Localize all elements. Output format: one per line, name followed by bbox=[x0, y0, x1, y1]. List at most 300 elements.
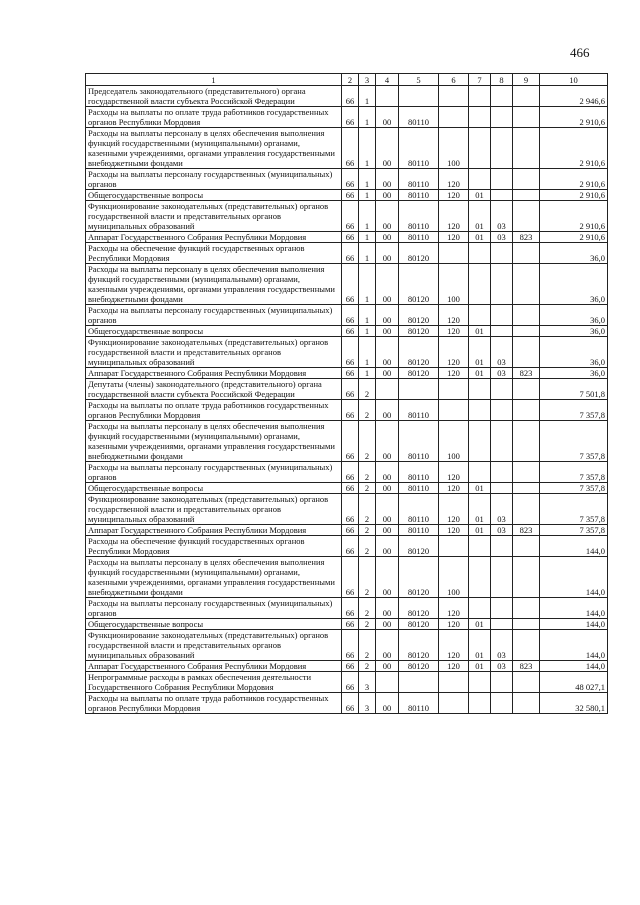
row-name-cell: Расходы на выплаты по оплате труда работников государственных органов Республики Мордовия bbox=[86, 107, 342, 128]
chapter-code-cell: 66 bbox=[342, 598, 359, 619]
subdivision-cell bbox=[491, 400, 513, 421]
amount-cell: 7 357,8 bbox=[540, 525, 608, 536]
subdivision-cell: 03 bbox=[491, 201, 513, 232]
amount-cell: 48 027,1 bbox=[540, 672, 608, 693]
chapter-code-cell: 66 bbox=[342, 630, 359, 661]
table-row bbox=[86, 536, 608, 557]
column-header: 5 bbox=[399, 74, 439, 86]
expense-type-cell: 120 bbox=[439, 661, 469, 672]
ministry-code-cell bbox=[513, 619, 540, 630]
subsection-code-cell: 00 bbox=[376, 326, 399, 337]
section-code-cell: 1 bbox=[359, 368, 376, 379]
expense-type-cell: 100 bbox=[439, 557, 469, 598]
subdivision-cell bbox=[491, 169, 513, 190]
section-code-cell: 2 bbox=[359, 421, 376, 462]
division-cell bbox=[469, 462, 491, 483]
ministry-code-cell bbox=[513, 598, 540, 619]
section-code-cell: 2 bbox=[359, 494, 376, 525]
ministry-code-cell: 823 bbox=[513, 661, 540, 672]
amount-cell: 7 357,8 bbox=[540, 494, 608, 525]
row-name-cell: Расходы на обеспечение функций государственных органов Республики Мордовия bbox=[86, 243, 342, 264]
amount-cell: 36,0 bbox=[540, 337, 608, 368]
subsection-code-cell: 00 bbox=[376, 693, 399, 714]
division-cell: 01 bbox=[469, 494, 491, 525]
amount-cell: 2 910,6 bbox=[540, 190, 608, 201]
chapter-code-cell: 66 bbox=[342, 525, 359, 536]
subsection-code-cell: 00 bbox=[376, 107, 399, 128]
chapter-code-cell: 66 bbox=[342, 368, 359, 379]
division-cell: 01 bbox=[469, 368, 491, 379]
division-cell bbox=[469, 672, 491, 693]
ministry-code-cell bbox=[513, 536, 540, 557]
column-header: 2 bbox=[342, 74, 359, 86]
section-code-cell: 1 bbox=[359, 190, 376, 201]
row-name-cell: Расходы на выплаты персоналу государственных (муниципальных) органов bbox=[86, 598, 342, 619]
chapter-code-cell: 66 bbox=[342, 169, 359, 190]
header-row bbox=[86, 74, 608, 86]
division-cell bbox=[469, 107, 491, 128]
expense-type-cell: 120 bbox=[439, 483, 469, 494]
chapter-code-cell: 66 bbox=[342, 536, 359, 557]
expense-type-cell: 120 bbox=[439, 598, 469, 619]
section-code-cell: 2 bbox=[359, 462, 376, 483]
section-code-cell: 2 bbox=[359, 619, 376, 630]
section-code-cell: 2 bbox=[359, 379, 376, 400]
chapter-code-cell: 66 bbox=[342, 86, 359, 107]
section-code-cell: 1 bbox=[359, 243, 376, 264]
subdivision-cell bbox=[491, 672, 513, 693]
subdivision-cell bbox=[491, 305, 513, 326]
article-code-cell: 80120 bbox=[399, 630, 439, 661]
row-name-cell: Общегосударственные вопросы bbox=[86, 326, 342, 337]
article-code-cell bbox=[399, 379, 439, 400]
expense-type-cell: 120 bbox=[439, 337, 469, 368]
row-name-cell: Расходы на выплаты персоналу государственных (муниципальных) органов bbox=[86, 169, 342, 190]
article-code-cell: 80110 bbox=[399, 462, 439, 483]
ministry-code-cell bbox=[513, 305, 540, 326]
article-code-cell: 80110 bbox=[399, 107, 439, 128]
expense-type-cell: 120 bbox=[439, 232, 469, 243]
column-header: 9 bbox=[513, 74, 540, 86]
subdivision-cell bbox=[491, 619, 513, 630]
ministry-code-cell bbox=[513, 462, 540, 483]
section-code-cell: 1 bbox=[359, 232, 376, 243]
chapter-code-cell: 66 bbox=[342, 494, 359, 525]
article-code-cell: 80110 bbox=[399, 201, 439, 232]
expense-type-cell: 120 bbox=[439, 368, 469, 379]
subsection-code-cell: 00 bbox=[376, 305, 399, 326]
article-code-cell: 80120 bbox=[399, 368, 439, 379]
ministry-code-cell bbox=[513, 494, 540, 525]
expense-type-cell bbox=[439, 400, 469, 421]
subdivision-cell: 03 bbox=[491, 232, 513, 243]
subsection-code-cell: 00 bbox=[376, 337, 399, 368]
table-row bbox=[86, 368, 608, 379]
ministry-code-cell bbox=[513, 400, 540, 421]
subsection-code-cell bbox=[376, 86, 399, 107]
amount-cell: 36,0 bbox=[540, 326, 608, 337]
ministry-code-cell bbox=[513, 693, 540, 714]
amount-cell: 7 357,8 bbox=[540, 483, 608, 494]
section-code-cell: 1 bbox=[359, 264, 376, 305]
expense-type-cell: 120 bbox=[439, 169, 469, 190]
subsection-code-cell: 00 bbox=[376, 483, 399, 494]
article-code-cell: 80110 bbox=[399, 494, 439, 525]
table-row bbox=[86, 326, 608, 337]
division-cell bbox=[469, 421, 491, 462]
division-cell bbox=[469, 128, 491, 169]
section-code-cell: 1 bbox=[359, 128, 376, 169]
ministry-code-cell bbox=[513, 337, 540, 368]
subdivision-cell bbox=[491, 243, 513, 264]
expense-type-cell: 120 bbox=[439, 326, 469, 337]
row-name-cell: Функционирование законодательных (представительных) органов государственной власти и представительных органов муниципальных образований bbox=[86, 337, 342, 368]
table-row bbox=[86, 557, 608, 598]
ministry-code-cell bbox=[513, 630, 540, 661]
subdivision-cell: 03 bbox=[491, 494, 513, 525]
row-name-cell: Аппарат Государственного Собрания Республики Мордовия bbox=[86, 661, 342, 672]
amount-cell: 36,0 bbox=[540, 243, 608, 264]
subdivision-cell bbox=[491, 462, 513, 483]
article-code-cell: 80120 bbox=[399, 619, 439, 630]
subdivision-cell: 03 bbox=[491, 661, 513, 672]
table-row bbox=[86, 201, 608, 232]
row-name-cell: Непрограммные расходы в рамках обеспечения деятельности Государственного Собрания Республики Мордовия bbox=[86, 672, 342, 693]
ministry-code-cell: 823 bbox=[513, 368, 540, 379]
chapter-code-cell: 66 bbox=[342, 243, 359, 264]
division-cell bbox=[469, 693, 491, 714]
subsection-code-cell: 00 bbox=[376, 128, 399, 169]
row-name-cell: Аппарат Государственного Собрания Республики Мордовия bbox=[86, 232, 342, 243]
row-name-cell: Аппарат Государственного Собрания Республики Мордовия bbox=[86, 368, 342, 379]
subsection-code-cell: 00 bbox=[376, 462, 399, 483]
division-cell bbox=[469, 169, 491, 190]
division-cell: 01 bbox=[469, 232, 491, 243]
subsection-code-cell: 00 bbox=[376, 619, 399, 630]
expense-type-cell: 100 bbox=[439, 128, 469, 169]
expense-type-cell: 100 bbox=[439, 264, 469, 305]
column-header: 7 bbox=[469, 74, 491, 86]
article-code-cell: 80120 bbox=[399, 243, 439, 264]
ministry-code-cell: 823 bbox=[513, 232, 540, 243]
table-row bbox=[86, 379, 608, 400]
subsection-code-cell: 00 bbox=[376, 400, 399, 421]
amount-cell: 144,0 bbox=[540, 661, 608, 672]
column-header: 10 bbox=[540, 74, 608, 86]
subsection-code-cell: 00 bbox=[376, 232, 399, 243]
subdivision-cell bbox=[491, 421, 513, 462]
amount-cell: 2 910,6 bbox=[540, 107, 608, 128]
table-row bbox=[86, 86, 608, 107]
division-cell: 01 bbox=[469, 630, 491, 661]
row-name-cell: Председатель законодательного (представительного) органа государственной власти субъекта Российской Федерации bbox=[86, 86, 342, 107]
subdivision-cell bbox=[491, 326, 513, 337]
subsection-code-cell: 00 bbox=[376, 598, 399, 619]
chapter-code-cell: 66 bbox=[342, 190, 359, 201]
table-row bbox=[86, 232, 608, 243]
article-code-cell: 80120 bbox=[399, 305, 439, 326]
row-name-cell: Депутаты (члены) законодательного (представительного) органа государственной власти субъекта Российской Федерации bbox=[86, 379, 342, 400]
ministry-code-cell bbox=[513, 190, 540, 201]
chapter-code-cell: 66 bbox=[342, 326, 359, 337]
subdivision-cell: 03 bbox=[491, 337, 513, 368]
article-code-cell: 80110 bbox=[399, 525, 439, 536]
chapter-code-cell: 66 bbox=[342, 421, 359, 462]
subsection-code-cell: 00 bbox=[376, 494, 399, 525]
article-code-cell: 80120 bbox=[399, 264, 439, 305]
amount-cell: 144,0 bbox=[540, 630, 608, 661]
article-code-cell: 80120 bbox=[399, 661, 439, 672]
ministry-code-cell bbox=[513, 672, 540, 693]
section-code-cell: 1 bbox=[359, 305, 376, 326]
expense-type-cell: 120 bbox=[439, 201, 469, 232]
amount-cell: 7 357,8 bbox=[540, 400, 608, 421]
expense-type-cell: 120 bbox=[439, 190, 469, 201]
ministry-code-cell bbox=[513, 421, 540, 462]
section-code-cell: 3 bbox=[359, 672, 376, 693]
column-header: 6 bbox=[439, 74, 469, 86]
row-name-cell: Расходы на выплаты персоналу в целях обеспечения выполнения функций государственными (муниципальными) органами, казенными учреждениями, органами управления государственными внебюджетными фондами bbox=[86, 128, 342, 169]
division-cell bbox=[469, 264, 491, 305]
subdivision-cell bbox=[491, 128, 513, 169]
subsection-code-cell: 00 bbox=[376, 536, 399, 557]
chapter-code-cell: 66 bbox=[342, 107, 359, 128]
article-code-cell: 80110 bbox=[399, 190, 439, 201]
row-name-cell: Расходы на выплаты персоналу государственных (муниципальных) органов bbox=[86, 462, 342, 483]
subsection-code-cell: 00 bbox=[376, 169, 399, 190]
ministry-code-cell bbox=[513, 201, 540, 232]
section-code-cell: 1 bbox=[359, 107, 376, 128]
amount-cell: 2 946,6 bbox=[540, 86, 608, 107]
ministry-code-cell bbox=[513, 107, 540, 128]
expense-type-cell: 120 bbox=[439, 619, 469, 630]
chapter-code-cell: 66 bbox=[342, 483, 359, 494]
chapter-code-cell: 66 bbox=[342, 201, 359, 232]
table-row bbox=[86, 494, 608, 525]
table-row bbox=[86, 190, 608, 201]
row-name-cell: Расходы на обеспечение функций государственных органов Республики Мордовия bbox=[86, 536, 342, 557]
division-cell: 01 bbox=[469, 337, 491, 368]
row-name-cell: Функционирование законодательных (представительных) органов государственной власти и представительных органов муниципальных образований bbox=[86, 201, 342, 232]
row-name-cell: Аппарат Государственного Собрания Республики Мордовия bbox=[86, 525, 342, 536]
table-row bbox=[86, 483, 608, 494]
subdivision-cell bbox=[491, 190, 513, 201]
amount-cell: 7 357,8 bbox=[540, 462, 608, 483]
subdivision-cell bbox=[491, 536, 513, 557]
subsection-code-cell bbox=[376, 379, 399, 400]
chapter-code-cell: 66 bbox=[342, 128, 359, 169]
amount-cell: 144,0 bbox=[540, 598, 608, 619]
article-code-cell: 80110 bbox=[399, 400, 439, 421]
ministry-code-cell bbox=[513, 483, 540, 494]
chapter-code-cell: 66 bbox=[342, 462, 359, 483]
subdivision-cell bbox=[491, 483, 513, 494]
expense-type-cell: 120 bbox=[439, 494, 469, 525]
expense-type-cell bbox=[439, 379, 469, 400]
subsection-code-cell: 00 bbox=[376, 421, 399, 462]
row-name-cell: Общегосударственные вопросы bbox=[86, 483, 342, 494]
table-row bbox=[86, 243, 608, 264]
chapter-code-cell: 66 bbox=[342, 693, 359, 714]
column-header: 3 bbox=[359, 74, 376, 86]
subsection-code-cell: 00 bbox=[376, 190, 399, 201]
expense-type-cell: 120 bbox=[439, 630, 469, 661]
page-number: 466 bbox=[570, 45, 590, 60]
row-name-cell: Функционирование законодательных (представительных) органов государственной власти и представительных органов муниципальных образований bbox=[86, 630, 342, 661]
subdivision-cell bbox=[491, 598, 513, 619]
ministry-code-cell bbox=[513, 86, 540, 107]
article-code-cell: 80110 bbox=[399, 483, 439, 494]
expense-type-cell: 120 bbox=[439, 525, 469, 536]
section-code-cell: 1 bbox=[359, 326, 376, 337]
section-code-cell: 1 bbox=[359, 337, 376, 368]
subsection-code-cell: 00 bbox=[376, 661, 399, 672]
chapter-code-cell: 66 bbox=[342, 672, 359, 693]
subsection-code-cell: 00 bbox=[376, 630, 399, 661]
amount-cell: 144,0 bbox=[540, 536, 608, 557]
article-code-cell: 80110 bbox=[399, 693, 439, 714]
amount-cell: 144,0 bbox=[540, 557, 608, 598]
section-code-cell: 1 bbox=[359, 201, 376, 232]
chapter-code-cell: 66 bbox=[342, 379, 359, 400]
section-code-cell: 2 bbox=[359, 630, 376, 661]
amount-cell: 36,0 bbox=[540, 305, 608, 326]
expense-type-cell bbox=[439, 536, 469, 557]
division-cell bbox=[469, 86, 491, 107]
amount-cell: 2 910,6 bbox=[540, 169, 608, 190]
expense-type-cell bbox=[439, 107, 469, 128]
article-code-cell: 80110 bbox=[399, 421, 439, 462]
budget-table bbox=[85, 73, 608, 714]
expense-type-cell bbox=[439, 693, 469, 714]
ministry-code-cell bbox=[513, 379, 540, 400]
expense-type-cell: 120 bbox=[439, 305, 469, 326]
subdivision-cell bbox=[491, 557, 513, 598]
column-header: 8 bbox=[491, 74, 513, 86]
chapter-code-cell: 66 bbox=[342, 232, 359, 243]
chapter-code-cell: 66 bbox=[342, 337, 359, 368]
article-code-cell: 80110 bbox=[399, 232, 439, 243]
division-cell: 01 bbox=[469, 201, 491, 232]
section-code-cell: 2 bbox=[359, 598, 376, 619]
division-cell: 01 bbox=[469, 661, 491, 672]
section-code-cell: 2 bbox=[359, 557, 376, 598]
table-row bbox=[86, 421, 608, 462]
ministry-code-cell bbox=[513, 169, 540, 190]
subsection-code-cell: 00 bbox=[376, 201, 399, 232]
ministry-code-cell bbox=[513, 243, 540, 264]
division-cell bbox=[469, 536, 491, 557]
article-code-cell: 80110 bbox=[399, 128, 439, 169]
ministry-code-cell bbox=[513, 128, 540, 169]
article-code-cell: 80120 bbox=[399, 557, 439, 598]
amount-cell: 32 580,1 bbox=[540, 693, 608, 714]
division-cell bbox=[469, 305, 491, 326]
article-code-cell: 80120 bbox=[399, 598, 439, 619]
division-cell bbox=[469, 557, 491, 598]
subdivision-cell bbox=[491, 107, 513, 128]
table-row bbox=[86, 400, 608, 421]
ministry-code-cell bbox=[513, 326, 540, 337]
division-cell bbox=[469, 598, 491, 619]
amount-cell: 2 910,6 bbox=[540, 232, 608, 243]
expense-type-cell bbox=[439, 672, 469, 693]
division-cell bbox=[469, 400, 491, 421]
row-name-cell: Расходы на выплаты по оплате труда работников государственных органов Республики Мордовия bbox=[86, 400, 342, 421]
table-row bbox=[86, 462, 608, 483]
expense-type-cell bbox=[439, 86, 469, 107]
subdivision-cell: 03 bbox=[491, 525, 513, 536]
subdivision-cell: 03 bbox=[491, 630, 513, 661]
table-row bbox=[86, 337, 608, 368]
ministry-code-cell bbox=[513, 264, 540, 305]
table-row bbox=[86, 264, 608, 305]
row-name-cell: Общегосударственные вопросы bbox=[86, 190, 342, 201]
article-code-cell: 80120 bbox=[399, 536, 439, 557]
table-row bbox=[86, 693, 608, 714]
chapter-code-cell: 66 bbox=[342, 400, 359, 421]
division-cell bbox=[469, 243, 491, 264]
section-code-cell: 1 bbox=[359, 86, 376, 107]
article-code-cell bbox=[399, 86, 439, 107]
amount-cell: 36,0 bbox=[540, 264, 608, 305]
section-code-cell: 2 bbox=[359, 661, 376, 672]
table-row bbox=[86, 107, 608, 128]
article-code-cell: 80120 bbox=[399, 326, 439, 337]
row-name-cell: Расходы на выплаты персоналу в целях обеспечения выполнения функций государственными (муниципальными) органами, казенными учреждениями, органами управления государственными внебюджетными фондами bbox=[86, 264, 342, 305]
row-name-cell: Расходы на выплаты персоналу в целях обеспечения выполнения функций государственными (муниципальными) органами, казенными учреждениями, органами управления государственными внебюджетными фондами bbox=[86, 557, 342, 598]
article-code-cell: 80110 bbox=[399, 169, 439, 190]
section-code-cell: 2 bbox=[359, 400, 376, 421]
column-header: 1 bbox=[86, 74, 342, 86]
ministry-code-cell: 823 bbox=[513, 525, 540, 536]
division-cell: 01 bbox=[469, 525, 491, 536]
section-code-cell: 3 bbox=[359, 693, 376, 714]
subdivision-cell bbox=[491, 693, 513, 714]
article-code-cell: 80120 bbox=[399, 337, 439, 368]
chapter-code-cell: 66 bbox=[342, 661, 359, 672]
amount-cell: 144,0 bbox=[540, 619, 608, 630]
subsection-code-cell bbox=[376, 672, 399, 693]
subdivision-cell bbox=[491, 264, 513, 305]
amount-cell: 7 357,8 bbox=[540, 421, 608, 462]
subsection-code-cell: 00 bbox=[376, 368, 399, 379]
division-cell: 01 bbox=[469, 326, 491, 337]
division-cell: 01 bbox=[469, 483, 491, 494]
row-name-cell: Расходы на выплаты персоналу в целях обеспечения выполнения функций государственными (муниципальными) органами, казенными учреждениями, органами управления государственными внебюджетными фондами bbox=[86, 421, 342, 462]
chapter-code-cell: 66 bbox=[342, 264, 359, 305]
expense-type-cell bbox=[439, 243, 469, 264]
chapter-code-cell: 66 bbox=[342, 557, 359, 598]
subdivision-cell: 03 bbox=[491, 368, 513, 379]
subsection-code-cell: 00 bbox=[376, 525, 399, 536]
row-name-cell: Расходы на выплаты по оплате труда работников государственных органов Республики Мордовия bbox=[86, 693, 342, 714]
subsection-code-cell: 00 bbox=[376, 243, 399, 264]
row-name-cell: Расходы на выплаты персоналу государственных (муниципальных) органов bbox=[86, 305, 342, 326]
subsection-code-cell: 00 bbox=[376, 264, 399, 305]
chapter-code-cell: 66 bbox=[342, 305, 359, 326]
section-code-cell: 2 bbox=[359, 525, 376, 536]
amount-cell: 7 501,8 bbox=[540, 379, 608, 400]
table-row bbox=[86, 169, 608, 190]
subdivision-cell bbox=[491, 379, 513, 400]
table-row bbox=[86, 305, 608, 326]
division-cell: 01 bbox=[469, 190, 491, 201]
table-row bbox=[86, 661, 608, 672]
division-cell bbox=[469, 379, 491, 400]
section-code-cell: 2 bbox=[359, 536, 376, 557]
subsection-code-cell: 00 bbox=[376, 557, 399, 598]
